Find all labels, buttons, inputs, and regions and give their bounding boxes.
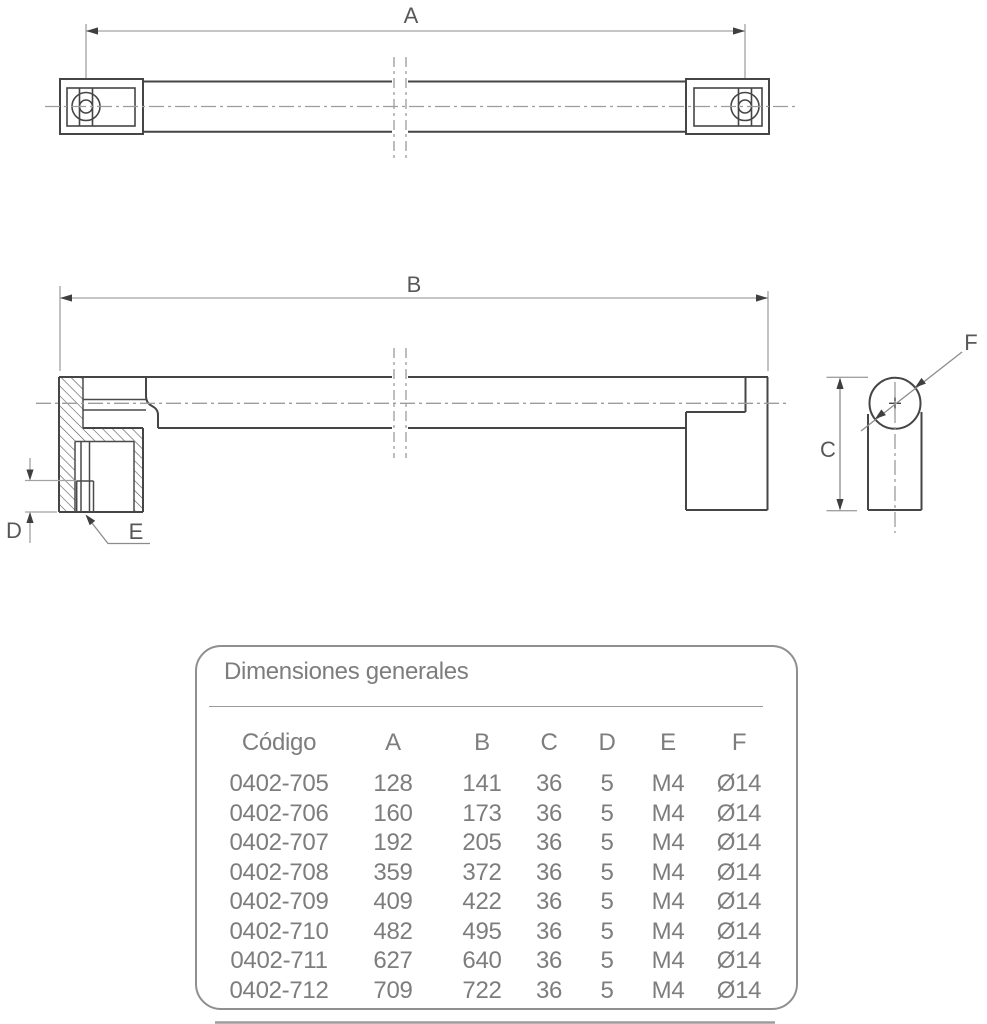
cell-c: 36 [535,770,563,797]
column-header-f: F [731,729,747,756]
cell-a: 482 [373,917,413,945]
arrowhead-up-icon [26,512,33,523]
cell-a: 409 [373,888,413,915]
table-row [197,828,777,858]
cell-e: M4 [651,858,685,886]
cell-c: 36 [535,917,563,945]
cell-b: 422 [462,888,502,915]
dim-label-d: D [6,518,22,543]
arrowhead-left-icon [86,27,98,34]
column-header-d: D [598,729,616,756]
cell-b: 722 [462,976,502,1004]
cell-a: 709 [373,976,413,1004]
cell-b: 141 [462,770,502,797]
cell-f: Ø14 [716,947,762,974]
table-body [197,769,777,1005]
dimension-c [820,377,868,510]
cell-d: 5 [600,888,614,915]
cell-codigo: 0402-711 [230,947,328,974]
cell-e: M4 [651,829,685,856]
column-header-b: B [474,729,490,756]
cell-codigo: 0402-712 [229,976,329,1004]
cell-e: M4 [651,770,685,797]
cell-b: 372 [462,858,502,886]
handle-outline [59,377,768,512]
cell-codigo: 0402-710 [229,917,329,945]
column-header-a: A [385,729,401,756]
cell-b: 173 [462,799,502,827]
arrowhead-leader-icon [86,515,96,526]
cell-f: Ø14 [716,858,762,886]
dimensions-table [195,645,798,1010]
dim-label-a: A [403,3,419,28]
arrowhead-right-icon [756,294,768,301]
arrowhead-left-icon [60,294,72,301]
cell-d: 5 [600,858,614,886]
cell-d: 5 [600,976,614,1004]
column-header-c: C [540,729,558,756]
dimension-a [86,3,745,92]
cell-c: 36 [535,888,563,915]
arrowhead-up-icon [836,378,843,390]
cell-d: 5 [600,770,614,797]
cell-a: 627 [373,947,413,974]
cell-b: 640 [462,947,502,974]
table-title: Dimensiones generales [224,658,469,685]
section-hatching [59,377,143,512]
dim-label-c: C [820,437,836,462]
table-row [197,799,777,829]
dimension-b [60,272,768,371]
table-row [197,887,777,917]
cell-e: M4 [651,888,685,915]
table-divider [209,706,763,707]
cell-e: M4 [651,976,685,1004]
cell-f: Ø14 [716,799,762,827]
cell-codigo: 0402-708 [229,858,329,886]
cell-c: 36 [535,799,563,827]
arrowhead-down-icon [26,470,33,481]
dim-label-e: E [128,519,144,544]
cell-d: 5 [600,799,614,827]
table-row [197,769,777,799]
cell-codigo: 0402-709 [229,888,329,915]
top-view [45,3,798,158]
arrowhead-right-icon [733,27,745,34]
cell-codigo: 0402-707 [229,829,329,856]
cell-f: Ø14 [716,917,762,945]
cell-c: 36 [535,976,563,1004]
dimension-f [861,330,978,431]
cell-c: 36 [535,829,563,856]
cell-a: 160 [373,799,413,827]
dim-label-b: B [406,272,422,297]
cell-f: Ø14 [716,888,762,915]
table-row [197,946,777,976]
cell-b: 205 [462,829,502,856]
set-screw [77,481,94,512]
end-view [820,330,978,533]
cell-d: 5 [600,917,614,945]
cell-e: M4 [651,917,685,945]
tube-cap-joint [146,377,158,428]
cell-f: Ø14 [716,976,762,1004]
cell-d: 5 [600,947,614,974]
cell-a: 192 [373,829,413,856]
column-header-e: E [660,729,676,756]
dimension-e [86,515,151,545]
side-view [6,272,790,544]
cell-e: M4 [651,799,685,827]
cell-codigo: 0402-706 [229,799,329,827]
cell-f: Ø14 [716,770,762,797]
cell-codigo: 0402-705 [229,770,329,797]
arrowhead-leader-icon [915,378,926,388]
dim-label-f: F [964,330,978,355]
cell-a: 128 [373,770,413,797]
cell-b: 495 [462,917,502,945]
cell-d: 5 [600,829,614,856]
cell-e: M4 [651,947,685,974]
cell-a: 359 [373,858,413,886]
arrowhead-down-icon [836,499,843,511]
table-row [197,858,777,888]
cell-c: 36 [535,947,563,974]
table-header-row [197,729,787,757]
column-header-codigo: Código [241,729,317,756]
cell-f: Ø14 [716,829,762,856]
table-row [197,917,777,947]
table-row [197,976,777,1006]
cell-c: 36 [535,858,563,886]
